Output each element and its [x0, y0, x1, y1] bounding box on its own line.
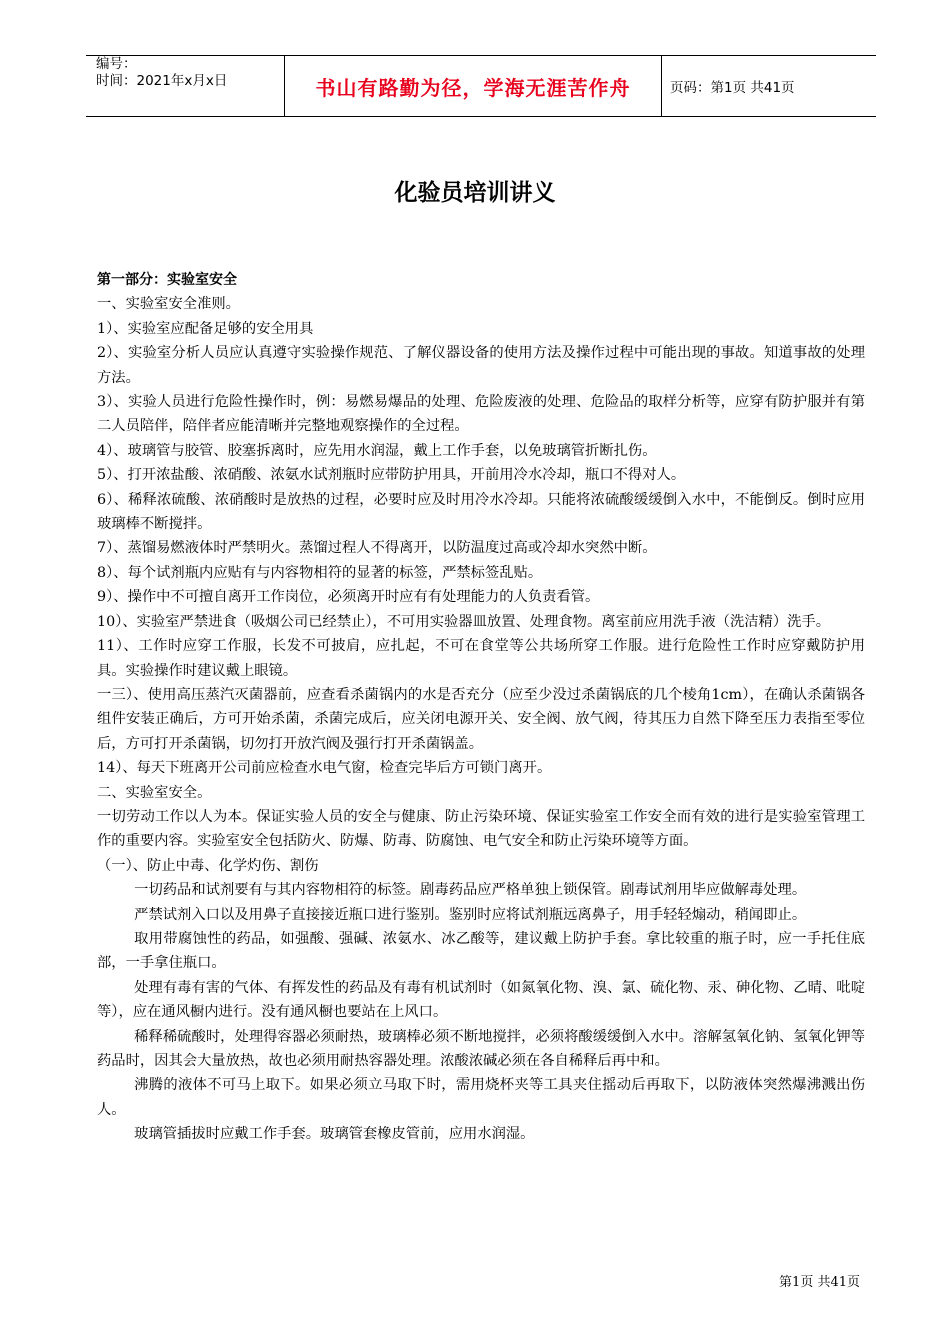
paragraph: 二、实验室安全。 [97, 784, 212, 801]
paragraph: 一切劳动工作以人为本。保证实验人员的安全与健康、防止污染环境、保证实验室工作安全而有效的进行是实验室管理工作的重要内容。实验室安全包括防火、防爆、防毒、防腐蚀、电气安全和防止污染环境等方面。 [97, 808, 865, 850]
paragraph: 6）、稀释浓硫酸、浓硝酸时是放热的过程，必要时应及时用冷水冷却。只能将浓硫酸缓缓倒入水中，不能倒反。倒时应用玻璃棒不断搅拌。 [97, 491, 865, 533]
page-header [86, 55, 876, 117]
paragraph: 沸腾的液体不可马上取下。如果必须立马取下时，需用烧杯夹等工具夹住摇动后再取下，以防液体突然爆沸溅出伤人。 [97, 1077, 865, 1118]
paragraph: 7）、蒸馏易燃液体时严禁明火。蒸馏过程人不得离开，以防温度过高或冷却水突然中断。 [97, 540, 657, 557]
section-heading: 第一部分：实验室安全 [97, 272, 237, 288]
paragraph: 11）、工作时应穿工作服，长发不可披肩，应扎起，不可在食堂等公共场所穿工作服。进行危险性工作时应穿戴防护用具。实验操作时建议戴上眼镜。 [97, 638, 865, 679]
paragraph: 5）、打开浓盐酸、浓硝酸、浓氨水试剂瓶时应带防护用具，开前用冷水冷却，瓶口不得对人。 [97, 467, 686, 484]
paragraph: 4）、玻璃管与胶管、胶塞拆离时，应先用水润湿，戴上工作手套，以免玻璃管折断扎伤。 [97, 442, 657, 459]
header-motto: 书山有路勤为径，学海无涯苦作舟 [284, 56, 662, 116]
paragraph: 1）、实验室应配备足够的安全用具 [97, 320, 314, 337]
paragraph: （一）、防止中毒、化学灼伤、割伤 [97, 857, 319, 874]
paragraph: 14）、每天下班离开公司前应检查水电气窗，检查完毕后方可锁门离开。 [97, 760, 552, 777]
paragraph: 2）、实验室分析人员应认真遵守实验操作规范、了解仪器设备的使用方法及操作过程中可能出现的事故。知道事故的处理方法。 [97, 345, 865, 386]
document-number-label: 编号： [96, 56, 137, 72]
paragraph: 处理有毒有害的气体、有挥发性的药品及有毒有机试剂时（如氮氧化物、溴、氯、硫化物、汞、砷化物、乙晴、吡啶等），应在通风橱内进行。没有通风橱也要站在上风口。 [97, 979, 865, 1021]
paragraph: 稀释稀硫酸时，处理得容器必须耐热，玻璃棒必须不断地搅拌，必须将酸缓缓倒入水中。溶解氢氧化钠、氢氧化钾等药品时，因其会大量放热，故也必须用耐热容器处理。浓酸浓碱必须在各自稀释后再中和。 [97, 1028, 865, 1069]
paragraph: 10）、实验室严禁进食（吸烟公司已经禁止），不可用实验器皿放置、处理食物。离室前应用洗手液（洗洁精）洗手。 [97, 613, 831, 630]
paragraph: 8）、每个试剂瓶内应贴有与内容物相符的显著的标签，严禁标签乱贴。 [97, 564, 543, 581]
document-title: 化验员培训讲义 [394, 180, 556, 206]
paragraph: 一三）、使用高压蒸汽灭菌器前，应查看杀菌锅内的水是否充分（应至少没过杀菌锅底的几个棱角1cm），在确认杀菌锅各组件安装正确后，方可开始杀菌，杀菌完成后，应关闭电源开关、安全阀、放气阀，待其压力自然下降至压力表指至零位后，方可打开杀菌锅，切勿打开放汽阀及强行打开杀菌锅盖。 [97, 686, 865, 752]
paragraph: 玻璃管插拔时应戴工作手套。玻璃管套橡皮管前，应用水润湿。 [134, 1126, 535, 1143]
paragraph: 9）、操作中不可擅自离开工作岗位，必须离开时应有有处理能力的人负责看管。 [97, 589, 600, 606]
paragraph: 一切药品和试剂要有与其内容物相符的标签。剧毒药品应严格单独上锁保管。剧毒试剂用毕应做解毒处理。 [134, 882, 807, 899]
paragraph: 严禁试剂入口以及用鼻子直接接近瓶口进行鉴别。鉴别时应将试剂瓶远离鼻子，用手轻轻煽动，稍闻即止。 [134, 906, 807, 923]
paragraph: 一、实验室安全准则。 [97, 296, 240, 313]
document-time: 时间：2021年x月x日 [96, 73, 228, 89]
document-body [97, 268, 865, 1147]
page-footer: 第1页 共41页 [779, 1275, 860, 1290]
header-meta [96, 56, 286, 116]
paragraph: 3）、实验人员进行危险性操作时，例：易燃易爆品的处理、危险废液的处理、危险品的取样分析等，应穿有防护服并有第二人员陪伴，陪伴者应能清晰并完整地观察操作的全过程。 [97, 394, 865, 435]
paragraph: 取用带腐蚀性的药品，如强酸、强碱、浓氨水、冰乙酸等，建议戴上防护手套。拿比较重的瓶子时，应一手托住底部，一手拿住瓶口。 [97, 930, 865, 972]
header-page-info: 页码：第1页 共41页 [670, 80, 795, 96]
